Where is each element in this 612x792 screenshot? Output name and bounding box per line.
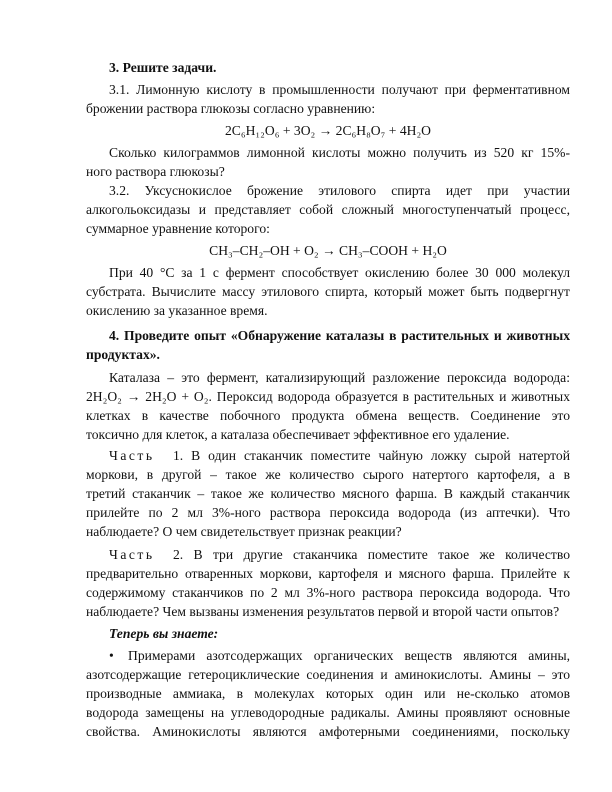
paragraph-line: водорода замещены на углеводородные радикалы. Амины проявляют основные [86,705,570,720]
equation-ethanol-oxidation: CH₃–CH₂–OH + O₂ → CH₃–COOH + H₂O [209,243,447,258]
part-2-label: Часть [109,547,155,562]
paragraph-line: окислению за указанное время. [86,303,268,318]
paragraph-line: Примерами азотсодержащих органических веществ являются амины, [128,648,570,663]
paragraph-line: брожении раствора глюкозы согласно уравнению: [86,101,376,116]
paragraph-line: азотсодержащие гетероциклические соединения и аминокислоты. Амины – это [86,667,570,682]
paragraph-line: 2H₂O₂ → 2H₂O + O₂. Пероксид водорода образуется в растительных и животных [86,389,570,404]
section-heading-4: 4. Проведите опыт «Обнаружение каталазы в растительных и животных [109,328,570,343]
paragraph-line: моркови, в другой – такое же количество сырого натертого картофеля, а в [86,467,570,482]
section-heading-4-cont: продуктах». [86,347,160,362]
paragraph-line: свойства. Аминокислоты являются амфотерными соединениями, поскольку [86,724,570,739]
paragraph-line: 1. В один стаканчик поместите чайную ложку сырой натертой [173,448,570,463]
summary-heading: Теперь вы знаете: [109,626,219,641]
paragraph-line: наблюдаете? О чем свидетельствует признак реакции? [86,524,402,539]
paragraph-line: клетках в качестве побочного продукта обмена веществ. Соединение это [86,408,570,423]
paragraph-line: 3.1. Лимонную кислоту в промышленности получают при ферментативном [109,82,570,97]
paragraph-line: третий стаканчик – такое же количество мясного фарша. В каждый стаканчик [86,486,570,501]
section-heading-3: 3. Решите задачи. [109,60,217,75]
paragraph-line: содержимому стаканчиков по 2 мл 3%-ного раствора пероксида водорода. Что [86,585,570,600]
paragraph-line: производные аммиака, в молекулах которых один или не-сколько атомов [86,686,570,701]
paragraph-line: 3.2. Уксуснокислое брожение этилового спирта идет при участии [109,183,570,198]
paragraph-line: 2. В три другие стаканчика поместите такое же количество [173,547,570,562]
paragraph-line: Сколько килограммов лимонной кислоты можно получить из 520 кг 15%- [109,145,570,160]
bullet-icon: • [109,648,114,663]
paragraph-line: При 40 °С за 1 с фермент способствует окислению более 30 000 молекул [109,265,570,280]
equation-citric-acid: 2C₆H₁₂O₆ + 3O₂ → 2C₆H₈O₇ + 4H₂O [224,123,431,138]
paragraph-line: Каталаза – это фермент, катализирующий разложение пероксида водорода: [109,370,570,385]
paragraph-line: предварительно отваренных моркови, картофеля и мясного фарша. Прилейте к [86,566,570,581]
paragraph-line: наблюдаете? Чем вызваны изменения результатов первой и второй части опытов? [86,604,560,619]
paragraph-line: алкогольоксидазы и представляет собой сложный многоступенчатый процесс, [86,202,570,217]
paragraph-line: прилейте по 2 мл 3%-ного раствора пероксида водорода (из аптечки). Что [86,505,570,520]
paragraph-line: токсично для клеток, а каталаза обеспечивает эффективное его удаление. [86,427,510,442]
paragraph-line: ного раствора глюкозы? [86,164,225,179]
paragraph-line: суммарное уравнение которого: [86,221,270,236]
part-1-label: Часть [109,448,155,463]
paragraph-line: субстрата. Вычислите массу этилового спирта, который может быть подвергнут [86,284,570,299]
